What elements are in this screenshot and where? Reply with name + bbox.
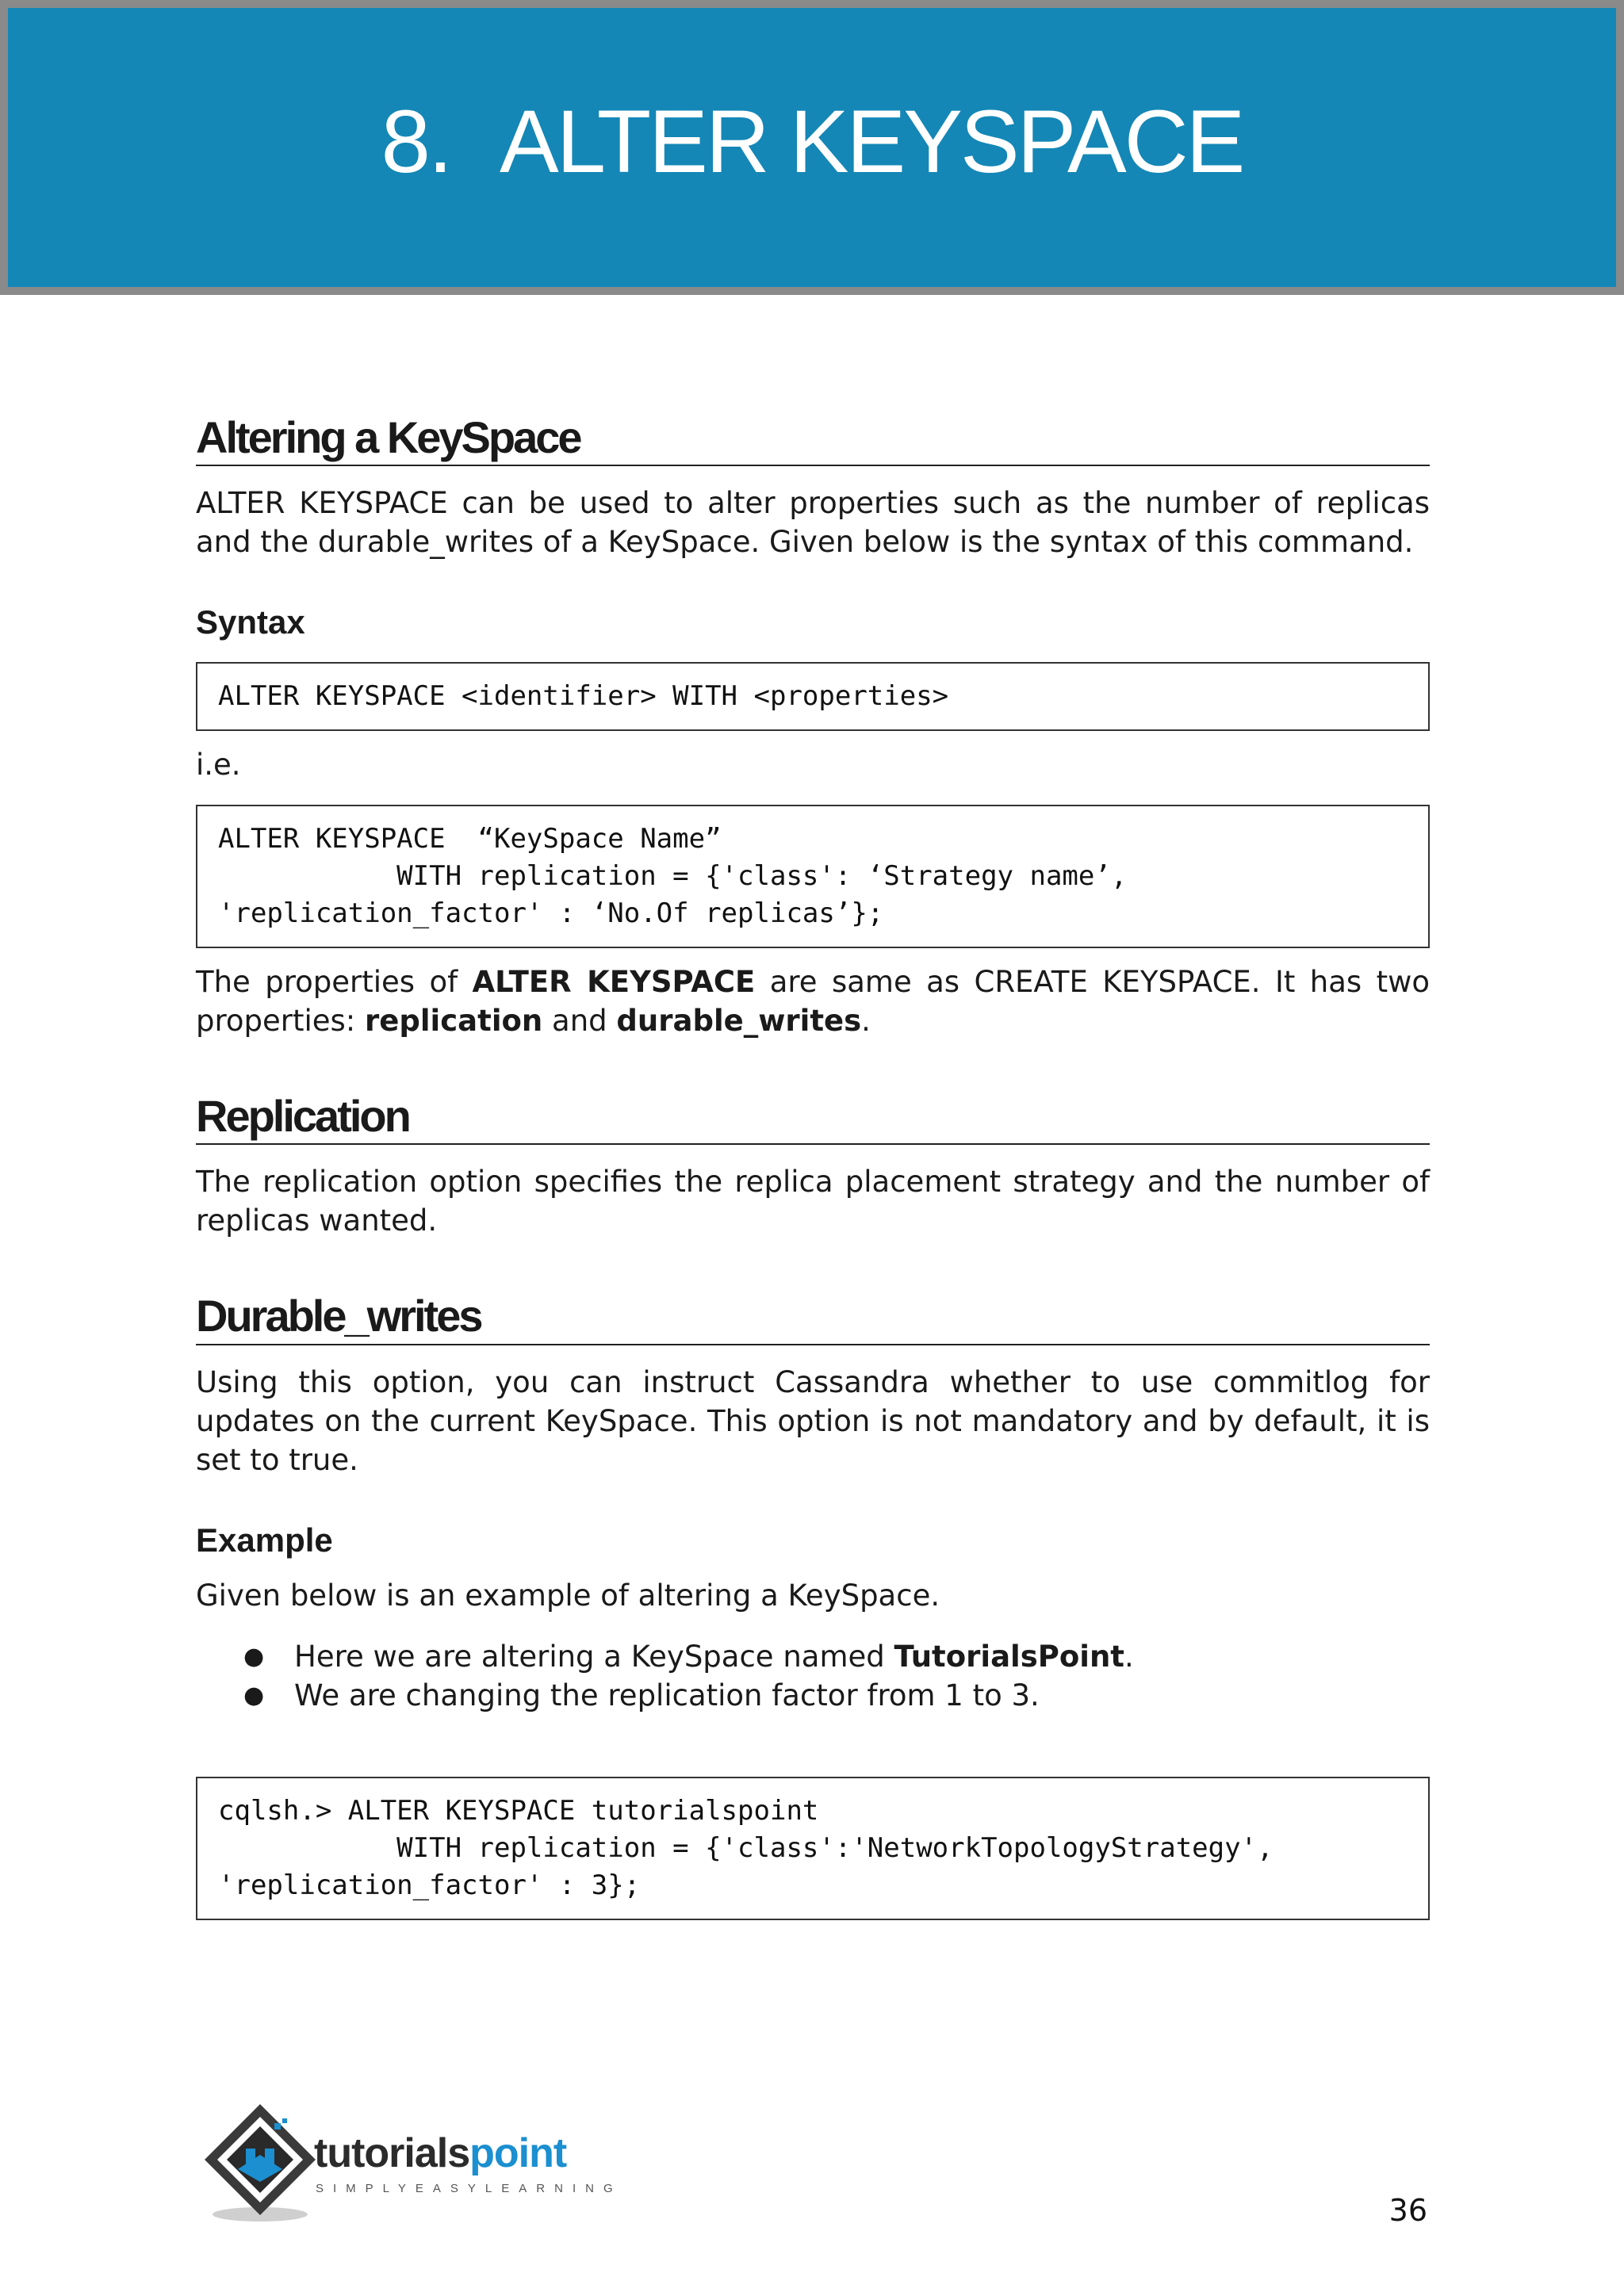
bullet-1-text: Here we are altering a KeySpace named — [294, 1639, 894, 1674]
example-heading: Example — [196, 1521, 333, 1559]
props-text-4: . — [861, 1003, 871, 1038]
bullet-2-text: We are changing the replication factor from 1 to 3. — [294, 1678, 1040, 1712]
bullet-1-end: . — [1124, 1639, 1134, 1674]
section-heading-durable-writes: Durable_writes — [196, 1291, 1430, 1345]
replication-text: The replication option specifies the replica placement strategy and the number of replicas wanted. — [196, 1165, 1430, 1238]
section-heading-replication: Replication — [196, 1091, 1430, 1145]
logo-tagline: SIMPLYEASYLEARNING — [316, 2182, 622, 2195]
page-content — [196, 412, 1430, 1920]
logo-diamond-icon — [197, 2099, 324, 2226]
props-bold-replication: replication — [365, 1003, 543, 1038]
logo-wordmark — [314, 2130, 566, 2177]
list-item — [196, 1676, 1430, 1715]
chapter-title — [381, 90, 1243, 193]
bullet-icon: ● — [243, 1681, 265, 1709]
chapter-number: 8. — [381, 91, 451, 191]
durable-writes-text: Using this option, you can instruct Cassandra whether to use commitlog for updates on the current KeySpace. This option is not mandatory and by default, it is set to true. — [196, 1364, 1430, 1477]
props-text-3: and — [542, 1003, 617, 1038]
tutorialspoint-logo — [197, 2099, 622, 2226]
logo-word-point: point — [469, 2130, 567, 2176]
props-bold-alter-keyspace: ALTER KEYSPACE — [472, 964, 756, 999]
page-number: 36 — [1388, 2193, 1427, 2228]
ie-label: i.e. — [196, 747, 241, 782]
chapter-title-text: ALTER KEYSPACE — [500, 91, 1243, 191]
properties-paragraph — [196, 962, 1430, 1040]
example-code-block: cqlsh.> ALTER KEYSPACE tutorialspoint WITH replication = {'class':'NetworkTopologyStrategy', 'replication_factor' : 3}; — [196, 1777, 1430, 1920]
syntax-code-block: ALTER KEYSPACE <identifier> WITH <properties> — [196, 662, 1430, 731]
props-text-2: are same as CREATE KEYSPACE. It has two properties: — [196, 964, 1430, 1038]
bullet-icon: ● — [243, 1642, 265, 1670]
chapter-banner — [0, 0, 1624, 295]
bullet-1-bold: TutorialsPoint — [894, 1639, 1124, 1674]
syntax-example-code-block: ALTER KEYSPACE “KeySpace Name” WITH replication = {'class': ‘Strategy name’, 'replication_factor' : ‘No.Of replicas’}; — [196, 805, 1430, 948]
logo-word-tutorials: tutorials — [314, 2130, 470, 2176]
section-heading-altering: Altering a KeySpace — [196, 412, 1430, 466]
chapter-banner-inner — [8, 8, 1616, 287]
props-bold-durable-writes: durable_writes — [616, 1003, 862, 1038]
props-text-1: The properties of — [196, 964, 473, 999]
syntax-heading: Syntax — [196, 603, 305, 641]
example-bullet-list — [196, 1637, 1430, 1715]
list-item — [196, 1637, 1430, 1676]
example-intro: Given below is an example of altering a KeySpace. — [196, 1578, 940, 1613]
altering-intro: ALTER KEYSPACE can be used to alter properties such as the number of replicas and the durable_writes of a KeySpace. Given below is the syntax of this command. — [196, 486, 1430, 560]
